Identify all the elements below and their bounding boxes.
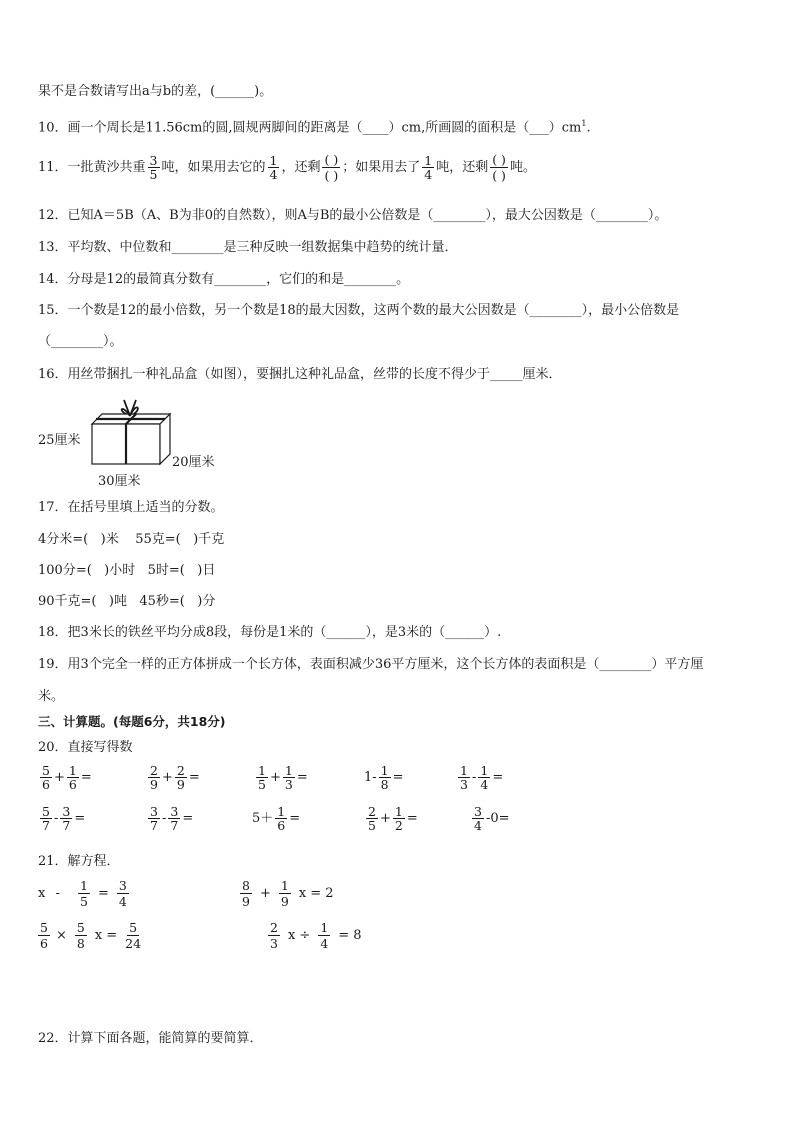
q15-line1: 15．一个数是12的最小倍数，另一个数是18的最大因数，这两个数的最大公因数是（________），最小公倍数是 <box>38 303 680 318</box>
q14: 14．分母是12的最简真分数有________，它们的和是________。 <box>38 272 410 287</box>
q17: 17．在括号里填上适当的分数。 <box>38 500 224 515</box>
calc-8: 5＋ $\frac{1}{6}$ = <box>252 804 301 833</box>
equation-4: $\frac{2}{3}$ x ÷ $\frac{1}{4}$ = 8 <box>270 920 362 951</box>
q17-row1: 4分米=( )米 55克=( )千克 <box>38 532 225 547</box>
calc-7: $\frac{3}{7}$ - $\frac{3}{7}$ = <box>150 804 194 833</box>
section-3-heading: 三、计算题。(每题6分，共18分) <box>38 714 226 729</box>
q9-tail: 果不是合数请写出a与b的差，(______)。 <box>38 84 273 99</box>
calc-2: $\frac{2}{9}$ + $\frac{2}{9}$ = <box>150 763 200 792</box>
q15-line2: （________）。 <box>38 334 123 349</box>
calc-3: $\frac{1}{5}$ + $\frac{1}{3}$ = <box>258 763 308 792</box>
q16: 16．用丝带捆扎一种礼品盒（如图），要捆扎这种礼品盒，丝带的长度不得少于_____厘米． <box>38 367 562 382</box>
q19-line2: 米。 <box>38 689 65 704</box>
calc-6: $\frac{5}{7}$ - $\frac{3}{7}$ = <box>42 804 86 833</box>
q20: 20．直接写得数 <box>38 740 133 755</box>
q22: 22．计算下面各题，能简算的要简算． <box>38 1031 263 1046</box>
q13: 13．平均数、中位数和________是三种反映一组数据集中趋势的统计量． <box>38 240 458 255</box>
q19-line1: 19．用3个完全一样的正方体拼成一个长方体，表面积减少36平方厘米，这个长方体的表面积是（________）平方厘 <box>38 657 704 672</box>
q18: 18．把3米长的铁丝平均分成8段，每份是1米的（______），是3米的（______）. <box>38 625 502 640</box>
q21: 21．解方程． <box>38 854 120 869</box>
gift-box-figure <box>86 398 176 468</box>
equation-1: x - $\frac{1}{5}$ = $\frac{3}{4}$ <box>38 878 127 909</box>
calc-5: $\frac{1}{3}$ - $\frac{1}{4}$ = <box>460 763 504 792</box>
q12: 12．已知A＝5B（A、B为非0的自然数），则A与B的最小公倍数是（________），最大公因数是（________）。 <box>38 208 668 223</box>
calc-1: $\frac{5}{6}$ + $\frac{1}{6}$ = <box>42 763 92 792</box>
calc-4: 1- $\frac{1}{8}$ = <box>364 763 404 792</box>
q17-row2: 100分=( )小时 5时=( )日 <box>38 563 216 578</box>
q11: 11．一批黄沙共重 $\frac{3}{5}$ 吨，如果用去它的 $\frac{1}{4}$ ，还剩 ( ) ( ) ；如果用去了 $\frac{1}{4}$ 吨，还剩 ( ) ( ) 吨。 <box>38 152 536 183</box>
fig-length-label: 30厘米 <box>98 474 141 489</box>
equation-3: $\frac{5}{6}$ × $\frac{5}{8}$ x = $\frac{5}{24}$ <box>40 920 142 951</box>
equation-2: $\frac{8}{9}$ + $\frac{1}{9}$ x = 2 <box>242 878 334 909</box>
fig-height-label: 25厘米 <box>38 433 81 448</box>
calc-10: $\frac{3}{4}$ -0= <box>474 804 510 833</box>
calc-9: $\frac{2}{5}$ + $\frac{1}{2}$ = <box>368 804 418 833</box>
fig-depth-label: 20厘米 <box>172 455 215 470</box>
ribbon-bow <box>122 400 138 416</box>
q10: 10．画一个周长是11.56cm的圆,圆规两脚间的距离是（____）cm,所画圆的面积是$(\_\_\_)cm^1$. <box>38 119 591 136</box>
q17-row3: 90千克=( )吨 45秒=( )分 <box>38 594 216 609</box>
